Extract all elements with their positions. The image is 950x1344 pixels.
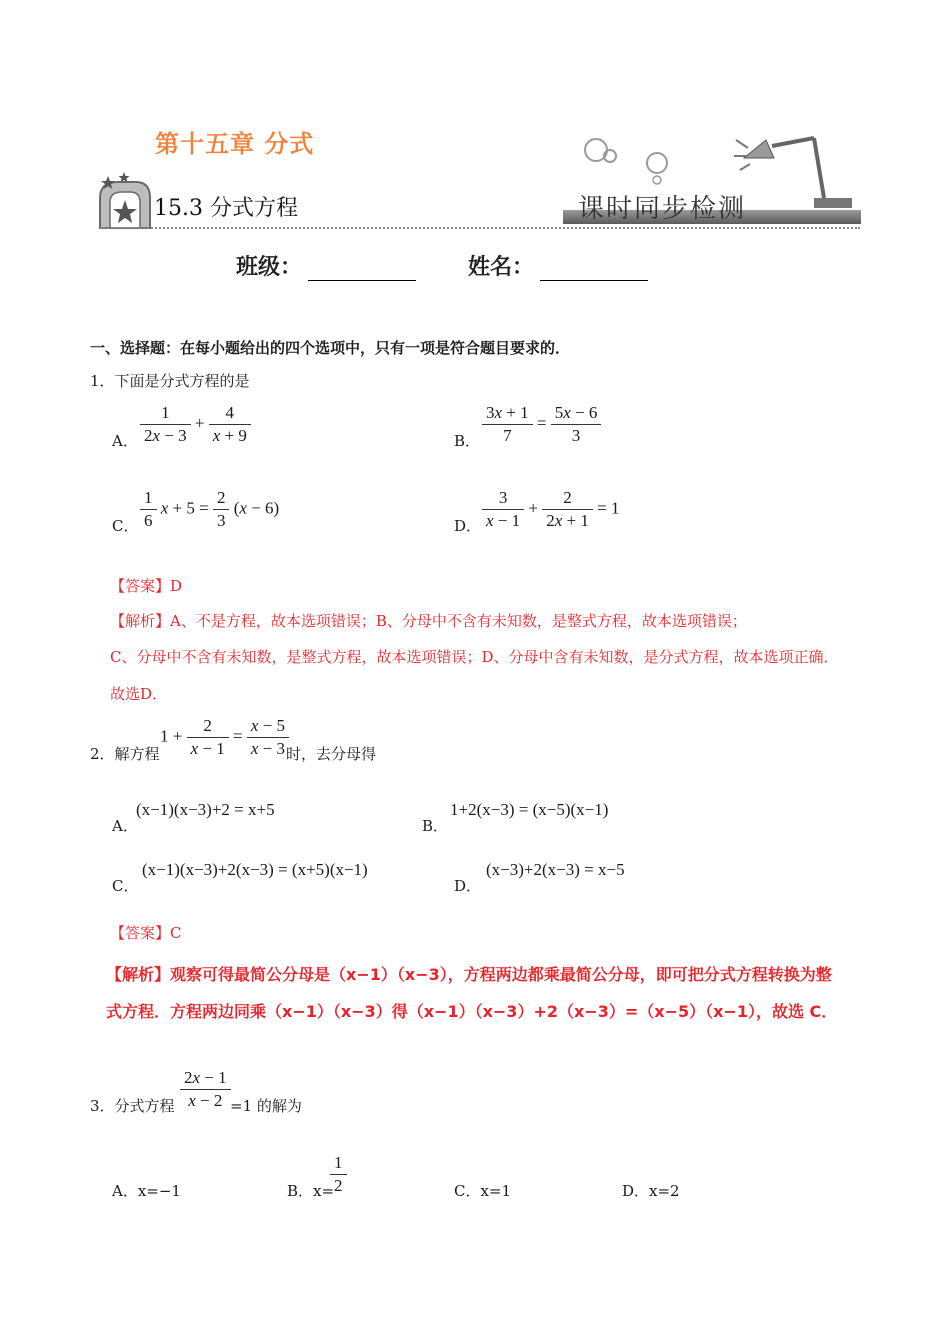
- name-label: 姓名：: [468, 255, 535, 280]
- q1-option-c-formula: $\frac{1}{6}$ x + 5 = $\frac{2}{3}$ (x − 6): [140, 487, 279, 532]
- q2-option-d-label: D．: [454, 877, 482, 895]
- q2-option-b: 1+2(x−3) = (x−5)(x−1): [450, 800, 609, 819]
- name-blank[interactable]: [540, 262, 648, 281]
- desk-lamp-icon: [734, 128, 864, 218]
- q3-option-c: C．x=1: [454, 1182, 512, 1200]
- chapter-title: 第十五章 分式: [155, 130, 315, 158]
- q1-analysis-line2: C、分母中不含有未知数，是整式方程，故本选项错误；D、分母中含有未知数，是分式方程，故本选项正确．: [110, 648, 839, 666]
- q3-stem-suffix: =1 的解为: [230, 1097, 302, 1115]
- q2-equation: 1 + $\frac{2}{x - 1}$ = $\frac{x - 5}{x - 3}$: [160, 715, 289, 760]
- q1-option-a-label: A．: [112, 432, 138, 450]
- bubbles-icon: [582, 132, 682, 192]
- q3-option-d: D．x=2: [622, 1182, 680, 1200]
- header-divider: [100, 227, 860, 232]
- q1-stem: 1．下面是分式方程的是: [90, 372, 250, 390]
- q3-stem-prefix: 3．分式方程: [90, 1097, 175, 1115]
- q3-equation: $\frac{2x - 1}{x - 2}$: [180, 1067, 231, 1112]
- q2-option-a-label: A．: [112, 817, 138, 835]
- q2-analysis-line2: 式方程．方程两边同乘（x−1）（x−3）得（x−1）（x−3）+2（x−3）=（x−5）（x−1），故选 C．: [106, 1002, 838, 1021]
- section-title: 15.3 分式方程: [154, 196, 298, 221]
- q1-option-b-formula: $\frac{3x + 1}{7}$ = $\frac{5x - 6}{3}$: [482, 402, 601, 447]
- q2-answer: 【答案】C: [110, 924, 182, 942]
- section-heading: 一、选择题：在每小题给出的四个选项中，只有一项是符合题目要求的．: [90, 339, 571, 357]
- q2-option-c: (x−1)(x−3)+2(x−3) = (x+5)(x−1): [142, 860, 368, 879]
- q1-answer: 【答案】D: [110, 577, 183, 595]
- class-field[interactable]: [236, 250, 416, 281]
- class-label: 班级：: [236, 255, 303, 280]
- logo-badge-icon: [96, 172, 156, 232]
- q1-option-b-label: B．: [454, 432, 481, 450]
- q2-stem-prefix: 2．解方程: [90, 745, 160, 763]
- class-blank[interactable]: [308, 262, 416, 281]
- q1-option-a-formula: $\frac{1}{2x - 3}$ + $\frac{4}{x + 9}$: [140, 402, 251, 447]
- q3-option-b-label: B．x=: [287, 1182, 335, 1200]
- q2-analysis-line1: 【解析】观察可得最简公分母是（x−1）（x−3），方程两边都乘最简公分母，即可把分式方程转换为整: [106, 965, 832, 984]
- q1-analysis-line1: 【解析】A、不是方程，故本选项错误；B、分母中不含有未知数，是整式方程，故本选项错误；: [110, 612, 747, 630]
- q2-option-b-label: B．: [422, 817, 449, 835]
- q2-option-d: (x−3)+2(x−3) = x−5: [486, 860, 625, 879]
- q2-option-a: (x−1)(x−3)+2 = x+5: [136, 800, 275, 819]
- q1-option-c-label: C．: [112, 517, 139, 535]
- q1-option-d-label: D．: [454, 517, 482, 535]
- q2-option-c-label: C．: [112, 877, 139, 895]
- q1-analysis-line3: 故选D．: [110, 685, 168, 703]
- q2-stem-suffix: 时，去分母得: [286, 745, 377, 763]
- q1-option-d-formula: $\frac{3}{x - 1}$ + $\frac{2}{2x + 1}$ = 1: [482, 487, 619, 532]
- name-field[interactable]: [468, 250, 648, 281]
- q3-option-b-fraction: $\frac{1}{2}$: [330, 1152, 347, 1197]
- slogan: 课时同步检测: [578, 194, 747, 224]
- q3-option-a: A．x=−1: [112, 1182, 181, 1200]
